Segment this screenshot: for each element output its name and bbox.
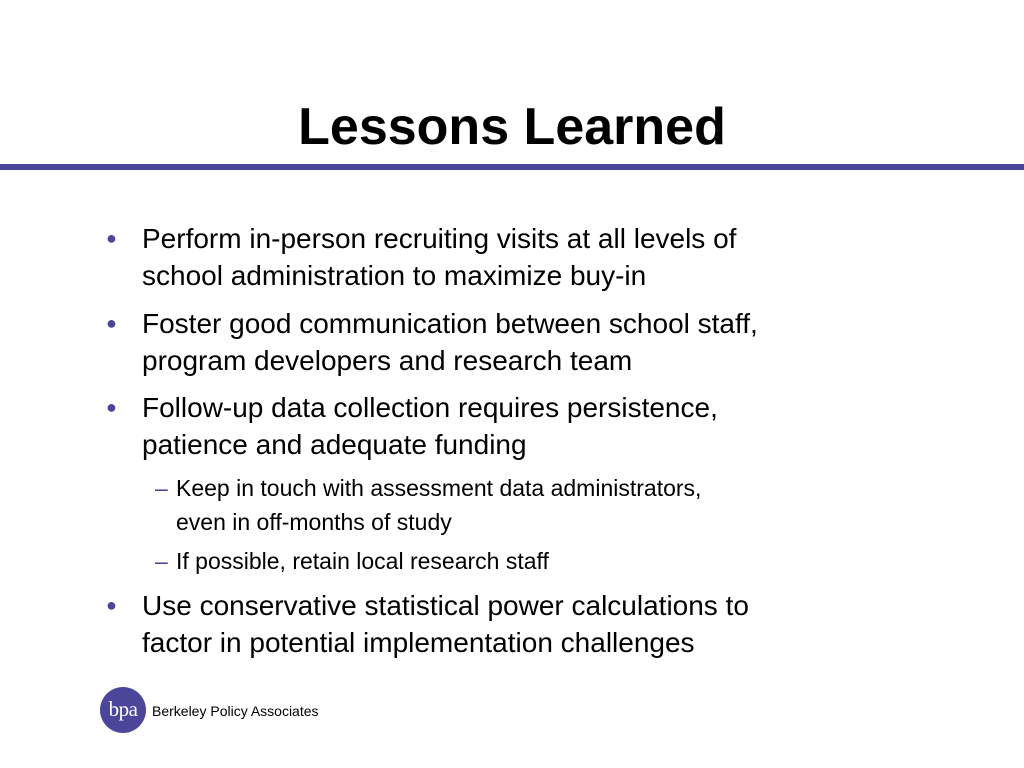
bullet-line: program developers and research team: [142, 345, 633, 376]
bpa-logo: bpa: [100, 687, 146, 733]
bullet-dot-icon: ●: [106, 228, 117, 248]
sub-bullet-line: even in off-months of study: [176, 509, 452, 535]
bullet-line: Perform in-person recruiting visits at all levels of: [142, 223, 737, 254]
sub-bullet-line: If possible, retain local research staff: [176, 548, 549, 574]
bullet-text: [142, 389, 862, 463]
bullet-line: Follow-up data collection requires persistence,: [142, 392, 718, 423]
dash-icon: –: [155, 475, 168, 501]
sub-bullet-text: [176, 544, 846, 578]
bullet-line: Foster good communication between school staff,: [142, 308, 758, 339]
dash-icon: –: [155, 548, 168, 574]
bullet-line: factor in potential implementation challenges: [142, 627, 695, 658]
bullet-text: [142, 220, 862, 294]
bullet-text: [142, 305, 862, 379]
bullet-dot-icon: ●: [106, 313, 117, 333]
bullet-dot-icon: ●: [106, 595, 117, 615]
slide-title: Lessons Learned: [298, 98, 726, 156]
bullet-line: Use conservative statistical power calculations to: [142, 590, 749, 621]
bullet-dot-icon: ●: [106, 397, 117, 417]
sub-bullet-text: [176, 471, 846, 539]
bullet-line: patience and adequate funding: [142, 429, 527, 460]
bullet-text: [142, 587, 862, 661]
bullet-line: school administration to maximize buy-in: [142, 260, 647, 291]
organization-name: Berkeley Policy Associates: [152, 703, 319, 719]
sub-bullet-line: Keep in touch with assessment data administrators,: [176, 475, 702, 501]
